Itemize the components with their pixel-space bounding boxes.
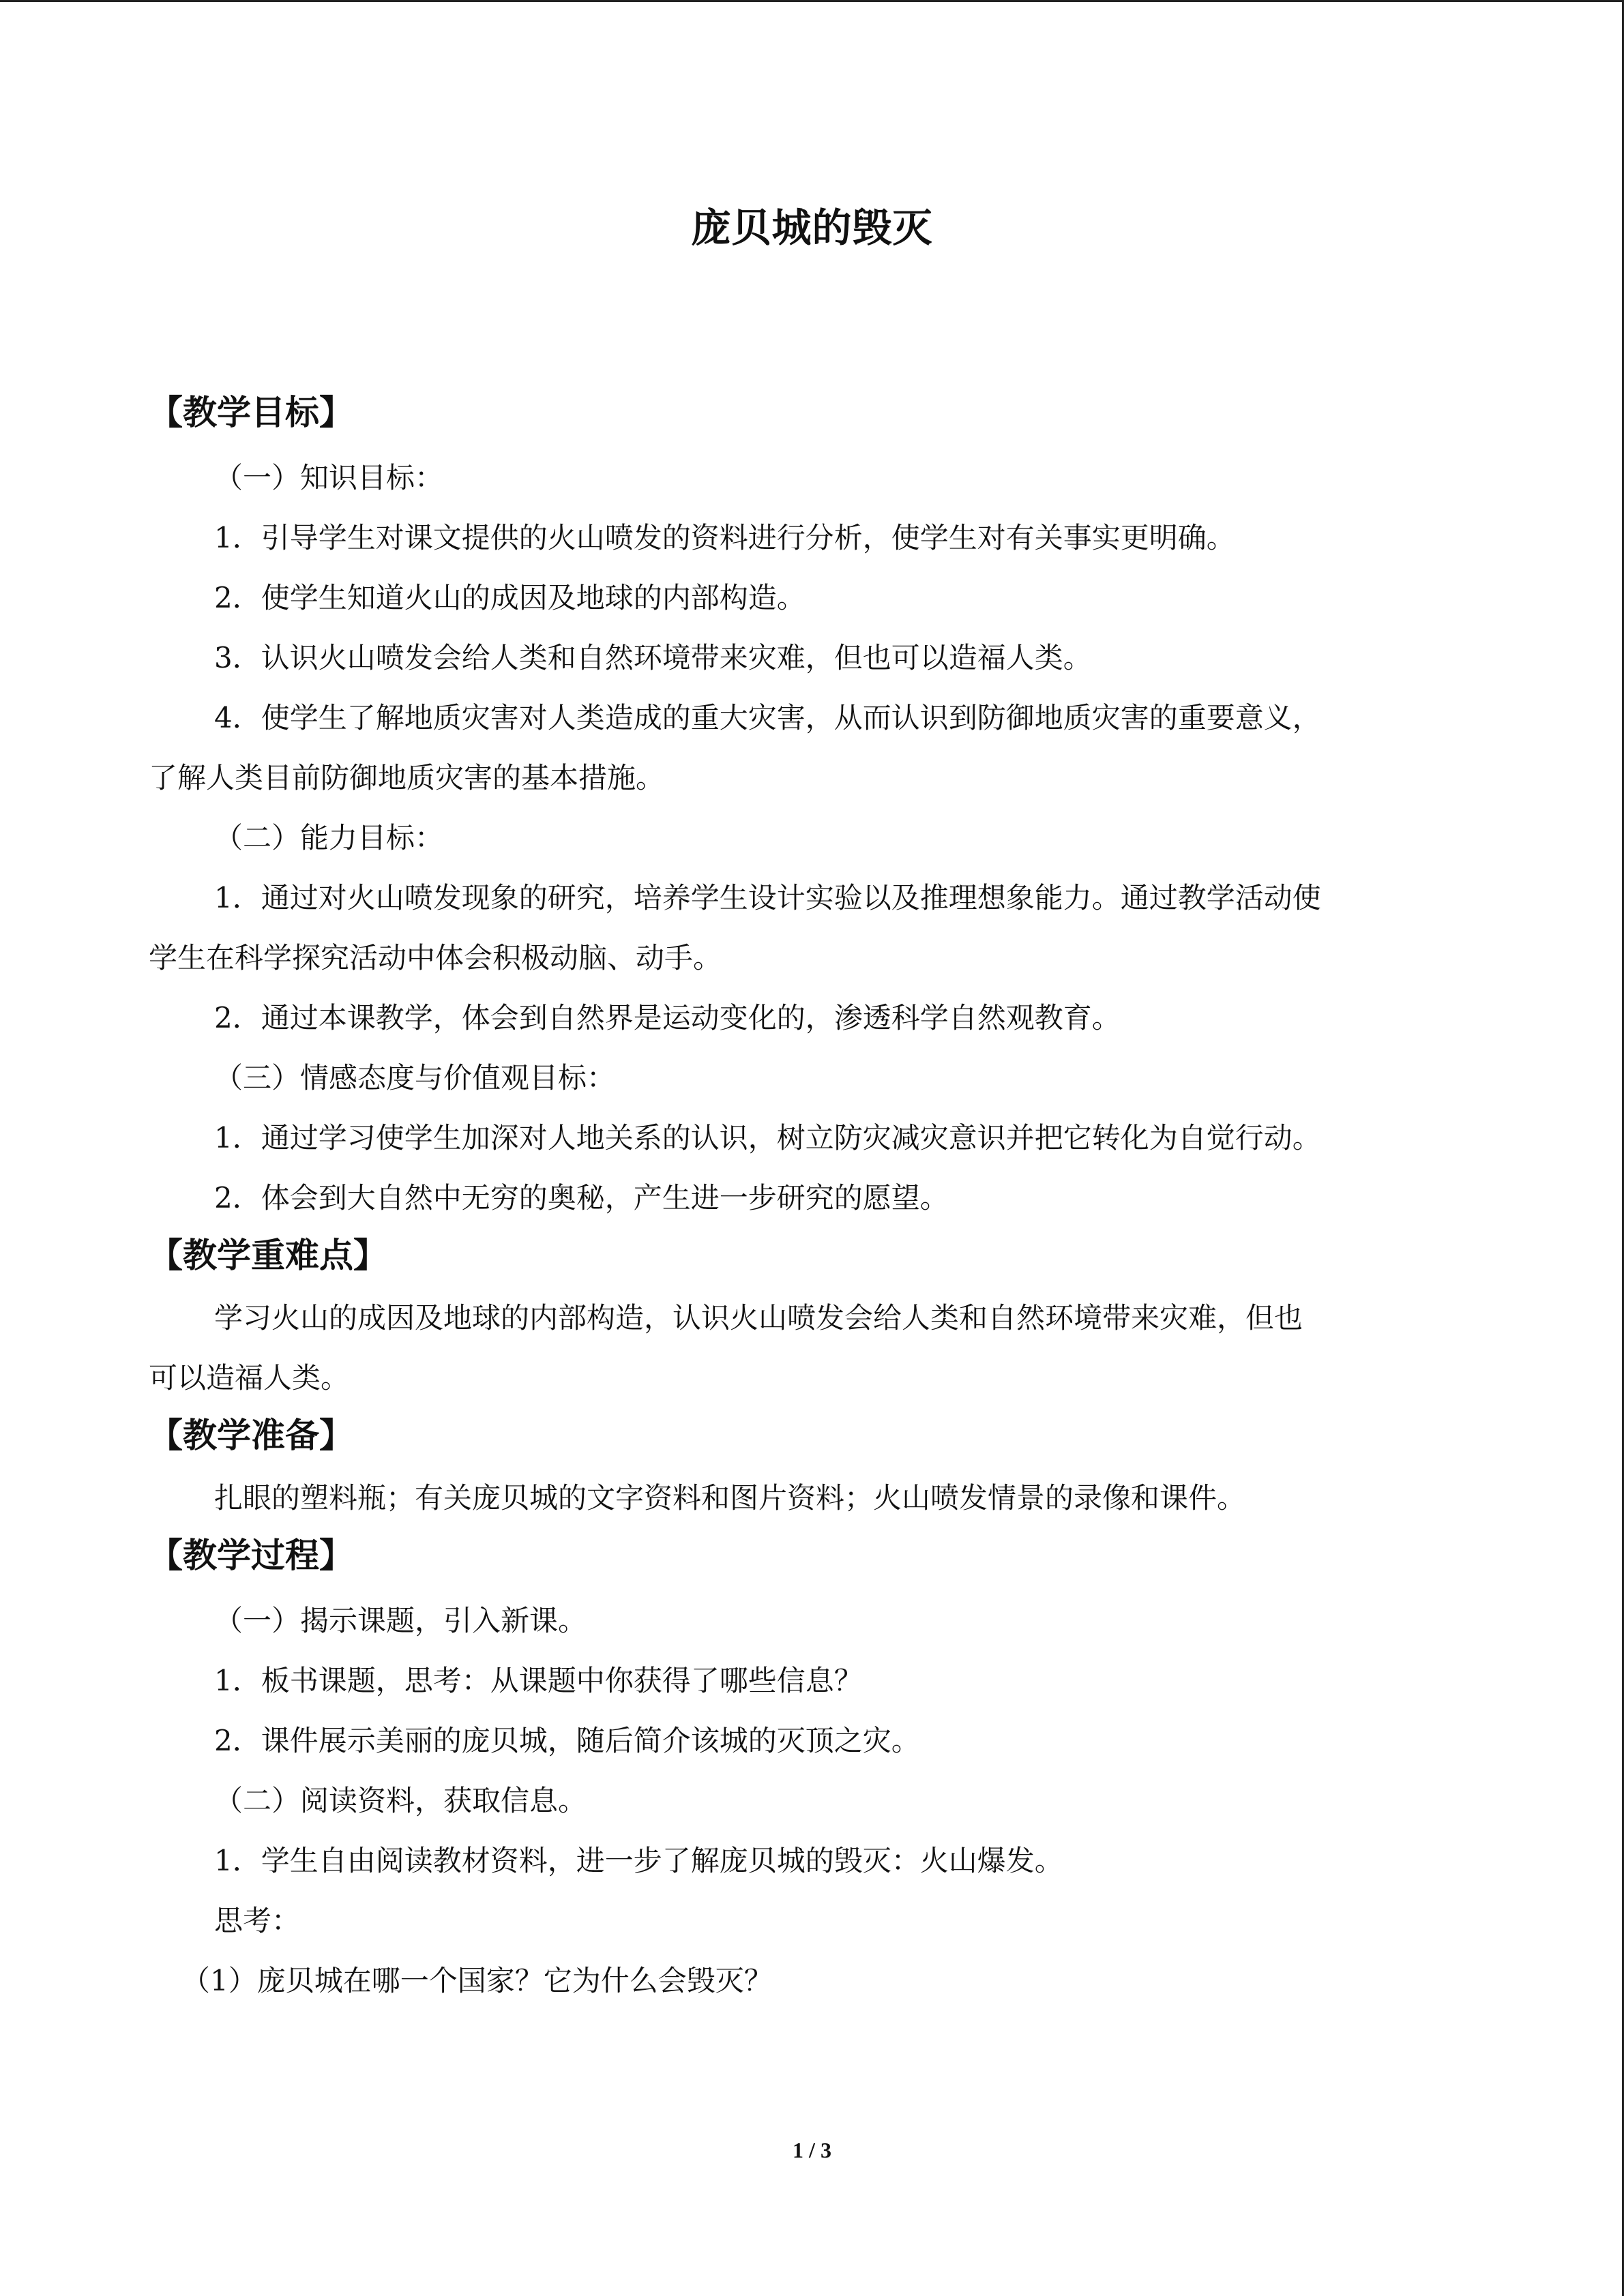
list-item: 3．认识火山喷发会给人类和自然环境带来灾难，但也可以造福人类。 <box>214 641 1092 674</box>
list-item: 2．体会到大自然中无穷的奥秘，产生进一步研究的愿望。 <box>214 1181 949 1214</box>
list-item: 1．学生自由阅读教材资料，进一步了解庞贝城的毁灭：火山爆发。 <box>214 1844 1063 1877</box>
subheading-part1: （一）揭示课题，引入新课。 <box>214 1604 587 1637</box>
subheading-knowledge: （一）知识目标： <box>214 461 444 494</box>
list-item-continuation: 学生在科学探究活动中体会积极动脑、动手。 <box>149 941 722 974</box>
list-item: 2．课件展示美丽的庞贝城，随后简介该城的灭顶之灾。 <box>214 1724 920 1757</box>
list-item: 4．使学生了解地质灾害对人类造成的重大灾害，从而认识到防御地质灾害的重要意义， <box>214 701 1321 734</box>
page-number: 1 / 3 <box>793 2138 831 2162</box>
list-item: 1．通过学习使学生加深对人地关系的认识，树立防灾减灾意识并把它转化为自觉行动。 <box>214 1121 1321 1154</box>
subheading-ability: （二）能力目标： <box>214 821 444 854</box>
section-heading-goals: 【教学目标】 <box>149 393 353 432</box>
paragraph-line: 扎眼的塑料瓶；有关庞贝城的文字资料和图片资料；火山喷发情景的录像和课件。 <box>214 1481 1246 1515</box>
section-heading-process: 【教学过程】 <box>149 1536 353 1575</box>
subheading-emotion: （三）情感态度与价值观目标： <box>214 1061 616 1094</box>
document-title: 庞贝城的毁灭 <box>691 205 933 251</box>
list-item: 2．通过本课教学，体会到自然界是运动变化的，渗透科学自然观教育。 <box>214 1001 1121 1034</box>
document-page <box>149 0 1475 2296</box>
section-heading-key-points: 【教学重难点】 <box>149 1236 387 1275</box>
list-item-continuation: 了解人类目前防御地质灾害的基本措施。 <box>149 761 665 794</box>
subheading-part2: （二）阅读资料，获取信息。 <box>214 1784 587 1817</box>
document-body <box>149 385 1475 2011</box>
paragraph-line: 可以造福人类。 <box>149 1361 350 1395</box>
paragraph-line: 学习火山的成因及地球的内部构造，认识火山喷发会给人类和自然环境带来灾难，但也 <box>214 1301 1303 1335</box>
list-item: 1．引导学生对课文提供的火山喷发的资料进行分析，使学生对有关事实更明确。 <box>214 521 1235 554</box>
list-item: 1．通过对火山喷发现象的研究，培养学生设计实验以及推理想象能力。通过教学活动使 <box>214 881 1321 914</box>
list-item: （1）庞贝城在哪一个国家？它为什么会毁灭？ <box>181 1964 773 1997</box>
section-heading-preparation: 【教学准备】 <box>149 1416 353 1455</box>
list-item: 2．使学生知道火山的成因及地球的内部构造。 <box>214 581 806 614</box>
list-item: 1．板书课题，思考：从课题中你获得了哪些信息？ <box>214 1664 863 1697</box>
list-item: 思考： <box>214 1904 301 1937</box>
